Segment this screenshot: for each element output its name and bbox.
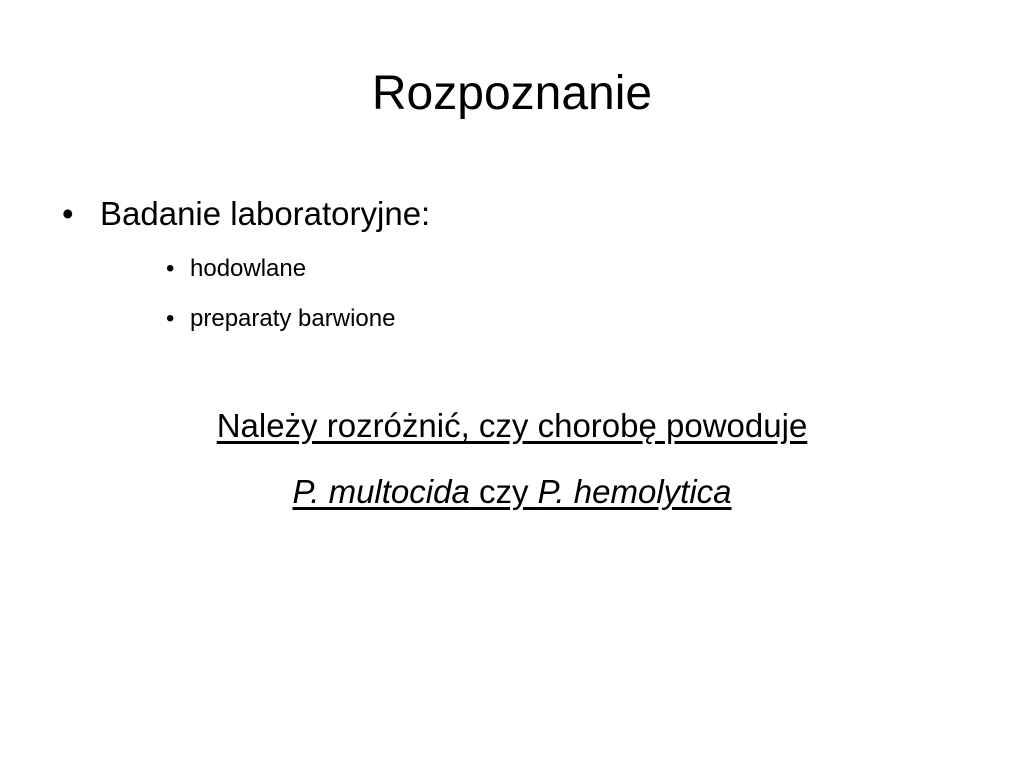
statement-line-1 [0, 404, 1024, 448]
statement-connector: czy [469, 473, 538, 510]
bullet-icon: • [166, 305, 175, 332]
bullet-item-main [62, 192, 430, 236]
species-name-1: P. multocida [292, 473, 470, 510]
sub-bullet-text: preparaty barwione [190, 305, 396, 332]
sub-bullet-list [166, 252, 395, 352]
statement-line-2 [0, 470, 1024, 514]
bullet-icon: • [62, 195, 74, 232]
bullet-text-main: Badanie laboratoryjne: [100, 195, 431, 232]
sub-bullet-item [166, 252, 395, 286]
sub-bullet-item [166, 302, 395, 336]
sub-bullet-text: hodowlane [190, 255, 307, 282]
bullet-icon: • [166, 255, 175, 282]
slide-title: Rozpoznanie [371, 67, 653, 120]
species-name-2: P. hemolytica [537, 473, 732, 510]
statement-text: Należy rozróżnić, czy chorobę powoduje [216, 407, 808, 444]
